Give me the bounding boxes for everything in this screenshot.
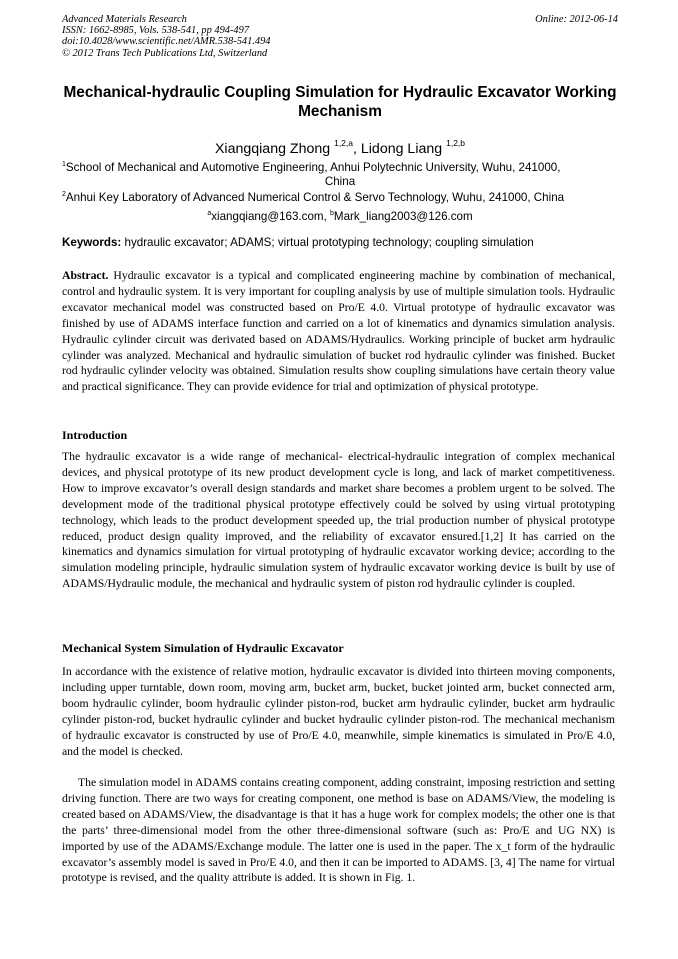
author-affiliation-marker: 1,2,a <box>334 138 353 148</box>
online-date: Online: 2012-06-14 <box>535 14 618 25</box>
affiliation-2 <box>62 188 618 205</box>
journal-header <box>62 14 618 59</box>
affiliation-text: School of Mechanical and Automotive Engineering, Anhui Polytechnic University, Wuhu, 241000, <box>65 161 561 174</box>
author-affiliation-marker: 1,2,b <box>446 138 466 148</box>
author-separator: , <box>353 141 361 157</box>
section-heading-mechanical-system: Mechanical System Simulation of Hydraulic Excavator <box>62 641 344 655</box>
author-name: Xiangqiang Zhong <box>214 141 331 157</box>
affiliation-1 <box>62 158 618 189</box>
introduction-paragraph: The hydraulic excavator is a wide range of mechanical- electrical-hydraulic integration of complex mechanical devices, and physical prototype of its new product development cycle is long, and lack of market competitiveness. How to improve excavator’s overall design standards and market share becomes a problem urgent to be solved. The development mode of the traditional physical prototype effectively could be solved by using virtual prototyping technology, which leads to the product development speeded up, the trial production number of physical prototype reduced, product design quality improved, and the reliability of excavator ensured.[1,2] It has carried on the kinematics and dynamics simulation for virtual prototyping of hydraulic excavator working device; according to the simulation modeling principle, hydraulic simulation system of hydraulic excavator working device is built by use of ADAMS/Hydraulic module, the mechanical and hydraulic system of piston rod hydraulic cylinder is coupled. <box>62 450 615 591</box>
section-heading-introduction: Introduction <box>62 428 128 442</box>
author-list <box>62 134 618 158</box>
abstract-text: Hydraulic excavator is a typical and complicated engineering machine by combination of mechanical, control and hydraulic system. It is very important for coupling analysis by use of multiple simulation tools. Hydraulic excavator mechanical model was constructed based on Pro/E 4.0. Virtual prototype of hydraulic excavator was finished by use of ADAMS interface function and carried on a lot of kinematics and dynamics simulation analysis. Hydraulic cylinder circuit was derivated based on ADAMS/Hydraulics. Working principle of bucket arm hydraulic cylinder was analyzed. Mechanical and hydraulic simulation of bucket rod hydraulic cylinder was finished. Bucket rod hydraulic cylinder velocity was obtained. Simulation results show coupling simulations have certain theory value and practical significance. They can provide evidence for trial and optimization of physical prototype. <box>62 269 615 394</box>
paper-title: Mechanical-hydraulic Coupling Simulation for Hydraulic Excavator Working Mechanism <box>63 84 617 120</box>
affiliation-marker: 2 <box>62 191 66 198</box>
mechanical-paragraph-1: In accordance with the existence of relative motion, hydraulic excavator is divided into thirteen moving components, including upper turntable, down room, moving arm, bucket arm, bucket, bucket jointed arm, bucket connected arm, boom hydraulic cylinder, boom hydraulic cylinder piston-rod, bucket arm hydraulic cylinder, bucket arm hydraulic cylinder piston-rod, bucket hydraulic cylinder and bucket hydraulic cylinder piston-rod. The mechanical mechanism of hydraulic excavator is constructed by use of Pro/E 4.0, meanwhile, simple kinematics is simulated in Pro/E 4.0, and the model is checked. <box>62 665 615 758</box>
abstract-label: Abstract. <box>62 269 109 282</box>
affiliation-text: Anhui Key Laboratory of Advanced Numerical Control & Servo Technology, Wuhu, 241000, China <box>65 191 565 204</box>
keywords-label: Keywords: <box>62 236 122 249</box>
journal-name: Advanced Materials Research <box>62 14 187 25</box>
email-marker: a <box>207 210 212 217</box>
affiliation-country: China <box>324 175 356 188</box>
email-address: Mark_liang2003@126.com <box>333 210 473 223</box>
issn-line: ISSN: 1662-8985, Vols. 538-541, pp 494-497 <box>62 25 250 37</box>
keywords <box>62 236 618 250</box>
email-marker: b <box>330 210 334 217</box>
affiliation-marker: 1 <box>62 161 66 168</box>
author-emails <box>62 207 618 224</box>
email-separator: , <box>323 210 331 223</box>
mechanical-paragraph-2: The simulation model in ADAMS contains creating component, adding constraint, imposing restriction and setting driving function. There are two ways for creating component, one method is base on ADAMS/View, the modeling is created based on ADAMS/View, the disadvantage is that it has a huge work for complex models; the other one is that the parts’ three-dimensional model from the other three-dimensional software (such as: Pro/E and UG NX) is imported by use of the ADAMS/Exchange module. The latter one is used in the paper. The x_t form of the hydraulic excavator’s assembly model is saved in Pro/E 4.0, and then it can be imported to ADAMS. [3, 4] The name for virtual prototype is revised, and the quality attribute is added. It is shown in Fig. 1. <box>62 776 615 885</box>
author-name: Lidong Liang <box>360 141 443 157</box>
keywords-text: hydraulic excavator; ADAMS; virtual prototyping technology; coupling simulation <box>121 236 534 249</box>
abstract <box>62 268 615 395</box>
email-address: xiangqiang@163.com <box>211 210 324 223</box>
doi-line: doi:10.4028/www.scientific.net/AMR.538-541.494 <box>62 36 271 48</box>
copyright-line: © 2012 Trans Tech Publications Ltd, Switzerland <box>62 47 268 59</box>
